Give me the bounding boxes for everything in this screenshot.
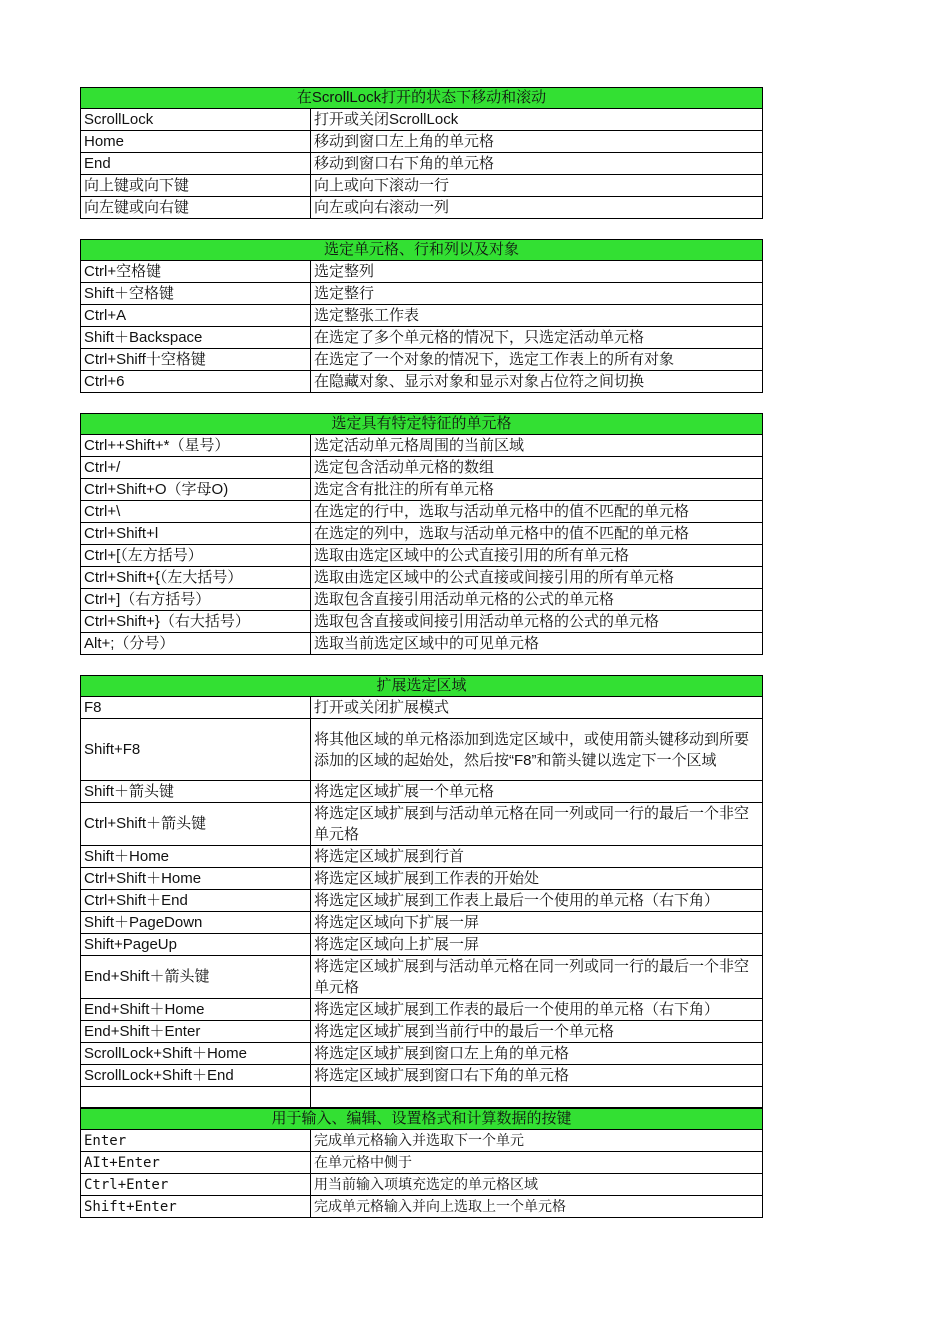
description-cell[interactable]: 将选定区域扩展到窗口左上角的单元格 bbox=[311, 1043, 763, 1065]
shortcut-cell[interactable]: F8 bbox=[81, 697, 311, 719]
table-row bbox=[81, 197, 763, 219]
table-row bbox=[81, 261, 763, 283]
table-row bbox=[81, 589, 763, 611]
table-row bbox=[81, 501, 763, 523]
shortcut-cell[interactable]: End bbox=[81, 153, 311, 175]
description-cell[interactable]: 在单元格中侧于 bbox=[311, 1152, 763, 1174]
table-row bbox=[81, 305, 763, 327]
description-cell[interactable]: 完成单元格输入并选取下一个单元 bbox=[311, 1130, 763, 1152]
shortcut-cell[interactable]: Ctrl+Shift+l bbox=[81, 523, 311, 545]
table-row bbox=[81, 999, 763, 1021]
section-title[interactable]: 在ScrollLock打开的状态下移动和滚动 bbox=[81, 88, 763, 109]
table-row bbox=[81, 545, 763, 567]
table-row bbox=[81, 457, 763, 479]
shortcut-cell[interactable]: ScrollLock bbox=[81, 109, 311, 131]
shortcut-cell[interactable]: 向上键或向下键 bbox=[81, 175, 311, 197]
description-cell[interactable]: 选定含有批注的所有单元格 bbox=[311, 479, 763, 501]
shortcut-cell[interactable]: Ctrl+Shift＋Home bbox=[81, 868, 311, 890]
shortcut-cell[interactable]: Shift＋PageDown bbox=[81, 912, 311, 934]
shortcut-cell[interactable]: Shift＋Home bbox=[81, 846, 311, 868]
shortcut-cell[interactable]: Shift＋箭头键 bbox=[81, 781, 311, 803]
section-input-keys-table bbox=[80, 1108, 763, 1218]
shortcut-cell[interactable]: Ctrl+Shiff十空格键 bbox=[81, 349, 311, 371]
table-row bbox=[81, 890, 763, 912]
shortcut-cell[interactable]: End+Shift＋Enter bbox=[81, 1021, 311, 1043]
description-cell[interactable]: 选取包含直接或间接引用活动单元格的公式的单元格 bbox=[311, 611, 763, 633]
description-cell[interactable]: 将选定区域扩展到工作表的开始处 bbox=[311, 868, 763, 890]
description-cell[interactable]: 选取包含直接引用活动单元格的公式的单元格 bbox=[311, 589, 763, 611]
shortcut-cell[interactable]: Shift+Enter bbox=[81, 1196, 311, 1218]
description-cell[interactable]: 用当前输入项填充选定的单元格区域 bbox=[311, 1174, 763, 1196]
table-row bbox=[81, 109, 763, 131]
shortcut-cell[interactable]: Shift+PageUp bbox=[81, 934, 311, 956]
section-extend-table bbox=[80, 675, 763, 1108]
table-row bbox=[81, 153, 763, 175]
table-row bbox=[81, 523, 763, 545]
shortcut-cell[interactable]: Shift＋空格键 bbox=[81, 283, 311, 305]
shortcut-cell[interactable]: Ctrl+Shift＋箭头键 bbox=[81, 803, 311, 846]
section-gap bbox=[80, 655, 762, 675]
description-cell[interactable]: 在隐藏对象、显示对象和显示对象占位符之间切换 bbox=[311, 371, 763, 393]
description-cell[interactable]: 向上或向下滚动一行 bbox=[311, 175, 763, 197]
description-cell[interactable]: 在选定了多个单元格的情况下，只选定活动单元格 bbox=[311, 327, 763, 349]
shortcut-cell[interactable]: Ctrl+A bbox=[81, 305, 311, 327]
shortcut-cell[interactable]: Ctrl+Shift＋End bbox=[81, 890, 311, 912]
table-row bbox=[81, 435, 763, 457]
shortcut-cell[interactable]: Enter bbox=[81, 1130, 311, 1152]
table-row bbox=[81, 803, 763, 846]
table-row bbox=[81, 327, 763, 349]
shortcut-cell[interactable]: End+Shift＋Home bbox=[81, 999, 311, 1021]
table-row bbox=[81, 868, 763, 890]
table-row bbox=[81, 1021, 763, 1043]
table-row bbox=[81, 719, 763, 781]
description-cell[interactable]: 将选定区域扩展到窗口右下角的单元格 bbox=[311, 1065, 763, 1087]
shortcut-cell[interactable]: Ctrl+[（左方括号） bbox=[81, 545, 311, 567]
description-cell[interactable]: 将选定区域向下扩展一屏 bbox=[311, 912, 763, 934]
table-row bbox=[81, 1130, 763, 1152]
shortcut-cell[interactable]: Ctrl+Enter bbox=[81, 1174, 311, 1196]
shortcut-cell[interactable]: Ctrl+Shift+}（右大括号） bbox=[81, 611, 311, 633]
table-row bbox=[81, 934, 763, 956]
shortcut-cell[interactable]: Alt+;（分号） bbox=[81, 633, 311, 655]
description-cell[interactable]: 将其他区域的单元格添加到选定区域中，或使用箭头键移动到所要添加的区域的起始处，然后按“F8”和箭头键以选定下一个区域 bbox=[311, 719, 763, 781]
description-cell[interactable]: 移动到窗口右下角的单元格 bbox=[311, 153, 763, 175]
shortcut-cell[interactable]: Ctrl++Shift+*（星号） bbox=[81, 435, 311, 457]
table-row bbox=[81, 611, 763, 633]
description-cell[interactable]: 将选定区域扩展一个单元格 bbox=[311, 781, 763, 803]
shortcut-cell[interactable]: Ctrl+/ bbox=[81, 457, 311, 479]
description-cell[interactable]: 将选定区域扩展到与活动单元格在同一列或同一行的最后一个非空单元格 bbox=[311, 956, 763, 999]
description-cell[interactable]: 移动到窗口左上角的单元格 bbox=[311, 131, 763, 153]
description-cell[interactable]: 选定活动单元格周围的当前区域 bbox=[311, 435, 763, 457]
table-row bbox=[81, 1065, 763, 1087]
table-row bbox=[81, 479, 763, 501]
description-cell[interactable]: 打开或关闭扩展模式 bbox=[311, 697, 763, 719]
table-row bbox=[81, 1043, 763, 1065]
table-row bbox=[81, 175, 763, 197]
description-cell[interactable]: 完成单元格输入并向上选取上一个单元格 bbox=[311, 1196, 763, 1218]
table-row bbox=[81, 633, 763, 655]
spreadsheet bbox=[80, 87, 762, 1218]
table-row bbox=[81, 781, 763, 803]
shortcut-cell[interactable]: ScrollLock+Shift＋Home bbox=[81, 1043, 311, 1065]
table-row bbox=[81, 1196, 763, 1218]
section-title[interactable]: 扩展选定区域 bbox=[81, 676, 763, 697]
table-row bbox=[81, 697, 763, 719]
description-cell[interactable]: 在选定了一个对象的情况下，选定工作表上的所有对象 bbox=[311, 349, 763, 371]
description-cell[interactable]: 将选定区域向上扩展一屏 bbox=[311, 934, 763, 956]
shortcut-cell[interactable]: Ctrl+Shift+O（字母O) bbox=[81, 479, 311, 501]
table-row bbox=[81, 283, 763, 305]
shortcut-cell[interactable]: Shift＋Backspace bbox=[81, 327, 311, 349]
shortcut-cell[interactable]: 向左键或向右键 bbox=[81, 197, 311, 219]
shortcut-cell[interactable]: Ctrl+6 bbox=[81, 371, 311, 393]
shortcut-cell[interactable]: Home bbox=[81, 131, 311, 153]
shortcut-cell[interactable]: AIt+Enter bbox=[81, 1152, 311, 1174]
description-cell[interactable] bbox=[311, 1087, 763, 1108]
description-cell[interactable]: 选取由选定区域中的公式直接引用的所有单元格 bbox=[311, 545, 763, 567]
description-cell[interactable]: 将选定区域扩展到与活动单元格在同一列或同一行的最后一个非空单元格 bbox=[311, 803, 763, 846]
table-row bbox=[81, 1152, 763, 1174]
description-cell[interactable]: 向左或向右滚动一列 bbox=[311, 197, 763, 219]
table-row bbox=[81, 846, 763, 868]
table-row bbox=[81, 912, 763, 934]
description-cell[interactable]: 打开或关闭ScrollLock bbox=[311, 109, 763, 131]
section-title[interactable]: 选定具有特定特征的单元格 bbox=[81, 414, 763, 435]
description-cell[interactable]: 将选定区域扩展到当前行中的最后一个单元格 bbox=[311, 1021, 763, 1043]
section-scrolllock-table bbox=[80, 87, 763, 219]
shortcut-cell[interactable]: ScrollLock+Shift＋End bbox=[81, 1065, 311, 1087]
table-row bbox=[81, 956, 763, 999]
description-cell[interactable]: 在选定的行中，选取与活动单元格中的值不匹配的单元格 bbox=[311, 501, 763, 523]
section-select-table bbox=[80, 239, 763, 393]
shortcut-cell[interactable] bbox=[81, 1087, 311, 1108]
table-row bbox=[81, 371, 763, 393]
section-title[interactable]: 选定单元格、行和列以及对象 bbox=[81, 240, 763, 261]
table-row bbox=[81, 1174, 763, 1196]
section-title[interactable]: 用于输入、编辑、设置格式和计算数据的按键 bbox=[81, 1109, 763, 1130]
shortcut-cell[interactable]: Ctrl+]（右方括号） bbox=[81, 589, 311, 611]
table-row bbox=[81, 131, 763, 153]
section-special-cells-table bbox=[80, 413, 763, 655]
description-cell[interactable]: 选取由选定区域中的公式直接或间接引用的所有单元格 bbox=[311, 567, 763, 589]
shortcut-cell[interactable]: Ctrl+\ bbox=[81, 501, 311, 523]
shortcut-cell[interactable]: Ctrl+Shift+{（左大括号） bbox=[81, 567, 311, 589]
description-cell[interactable]: 选定整列 bbox=[311, 261, 763, 283]
description-cell[interactable]: 在选定的列中，选取与活动单元格中的值不匹配的单元格 bbox=[311, 523, 763, 545]
shortcut-cell[interactable]: Ctrl+空格键 bbox=[81, 261, 311, 283]
table-row bbox=[81, 1087, 763, 1108]
table-row bbox=[81, 349, 763, 371]
section-gap bbox=[80, 219, 762, 239]
description-cell[interactable]: 选定整张工作表 bbox=[311, 305, 763, 327]
table-row bbox=[81, 567, 763, 589]
description-cell[interactable]: 选取当前选定区域中的可见单元格 bbox=[311, 633, 763, 655]
section-gap bbox=[80, 393, 762, 413]
description-cell[interactable]: 选定包含活动单元格的数组 bbox=[311, 457, 763, 479]
description-cell[interactable]: 将选定区域扩展到工作表上最后一个使用的单元格（右下角） bbox=[311, 890, 763, 912]
description-cell[interactable]: 将选定区域扩展到工作表的最后一个使用的单元格（右下角） bbox=[311, 999, 763, 1021]
shortcut-cell[interactable]: End+Shift＋箭头键 bbox=[81, 956, 311, 999]
description-cell[interactable]: 将选定区域扩展到行首 bbox=[311, 846, 763, 868]
description-cell[interactable]: 选定整行 bbox=[311, 283, 763, 305]
shortcut-cell[interactable]: Shift+F8 bbox=[81, 719, 311, 781]
